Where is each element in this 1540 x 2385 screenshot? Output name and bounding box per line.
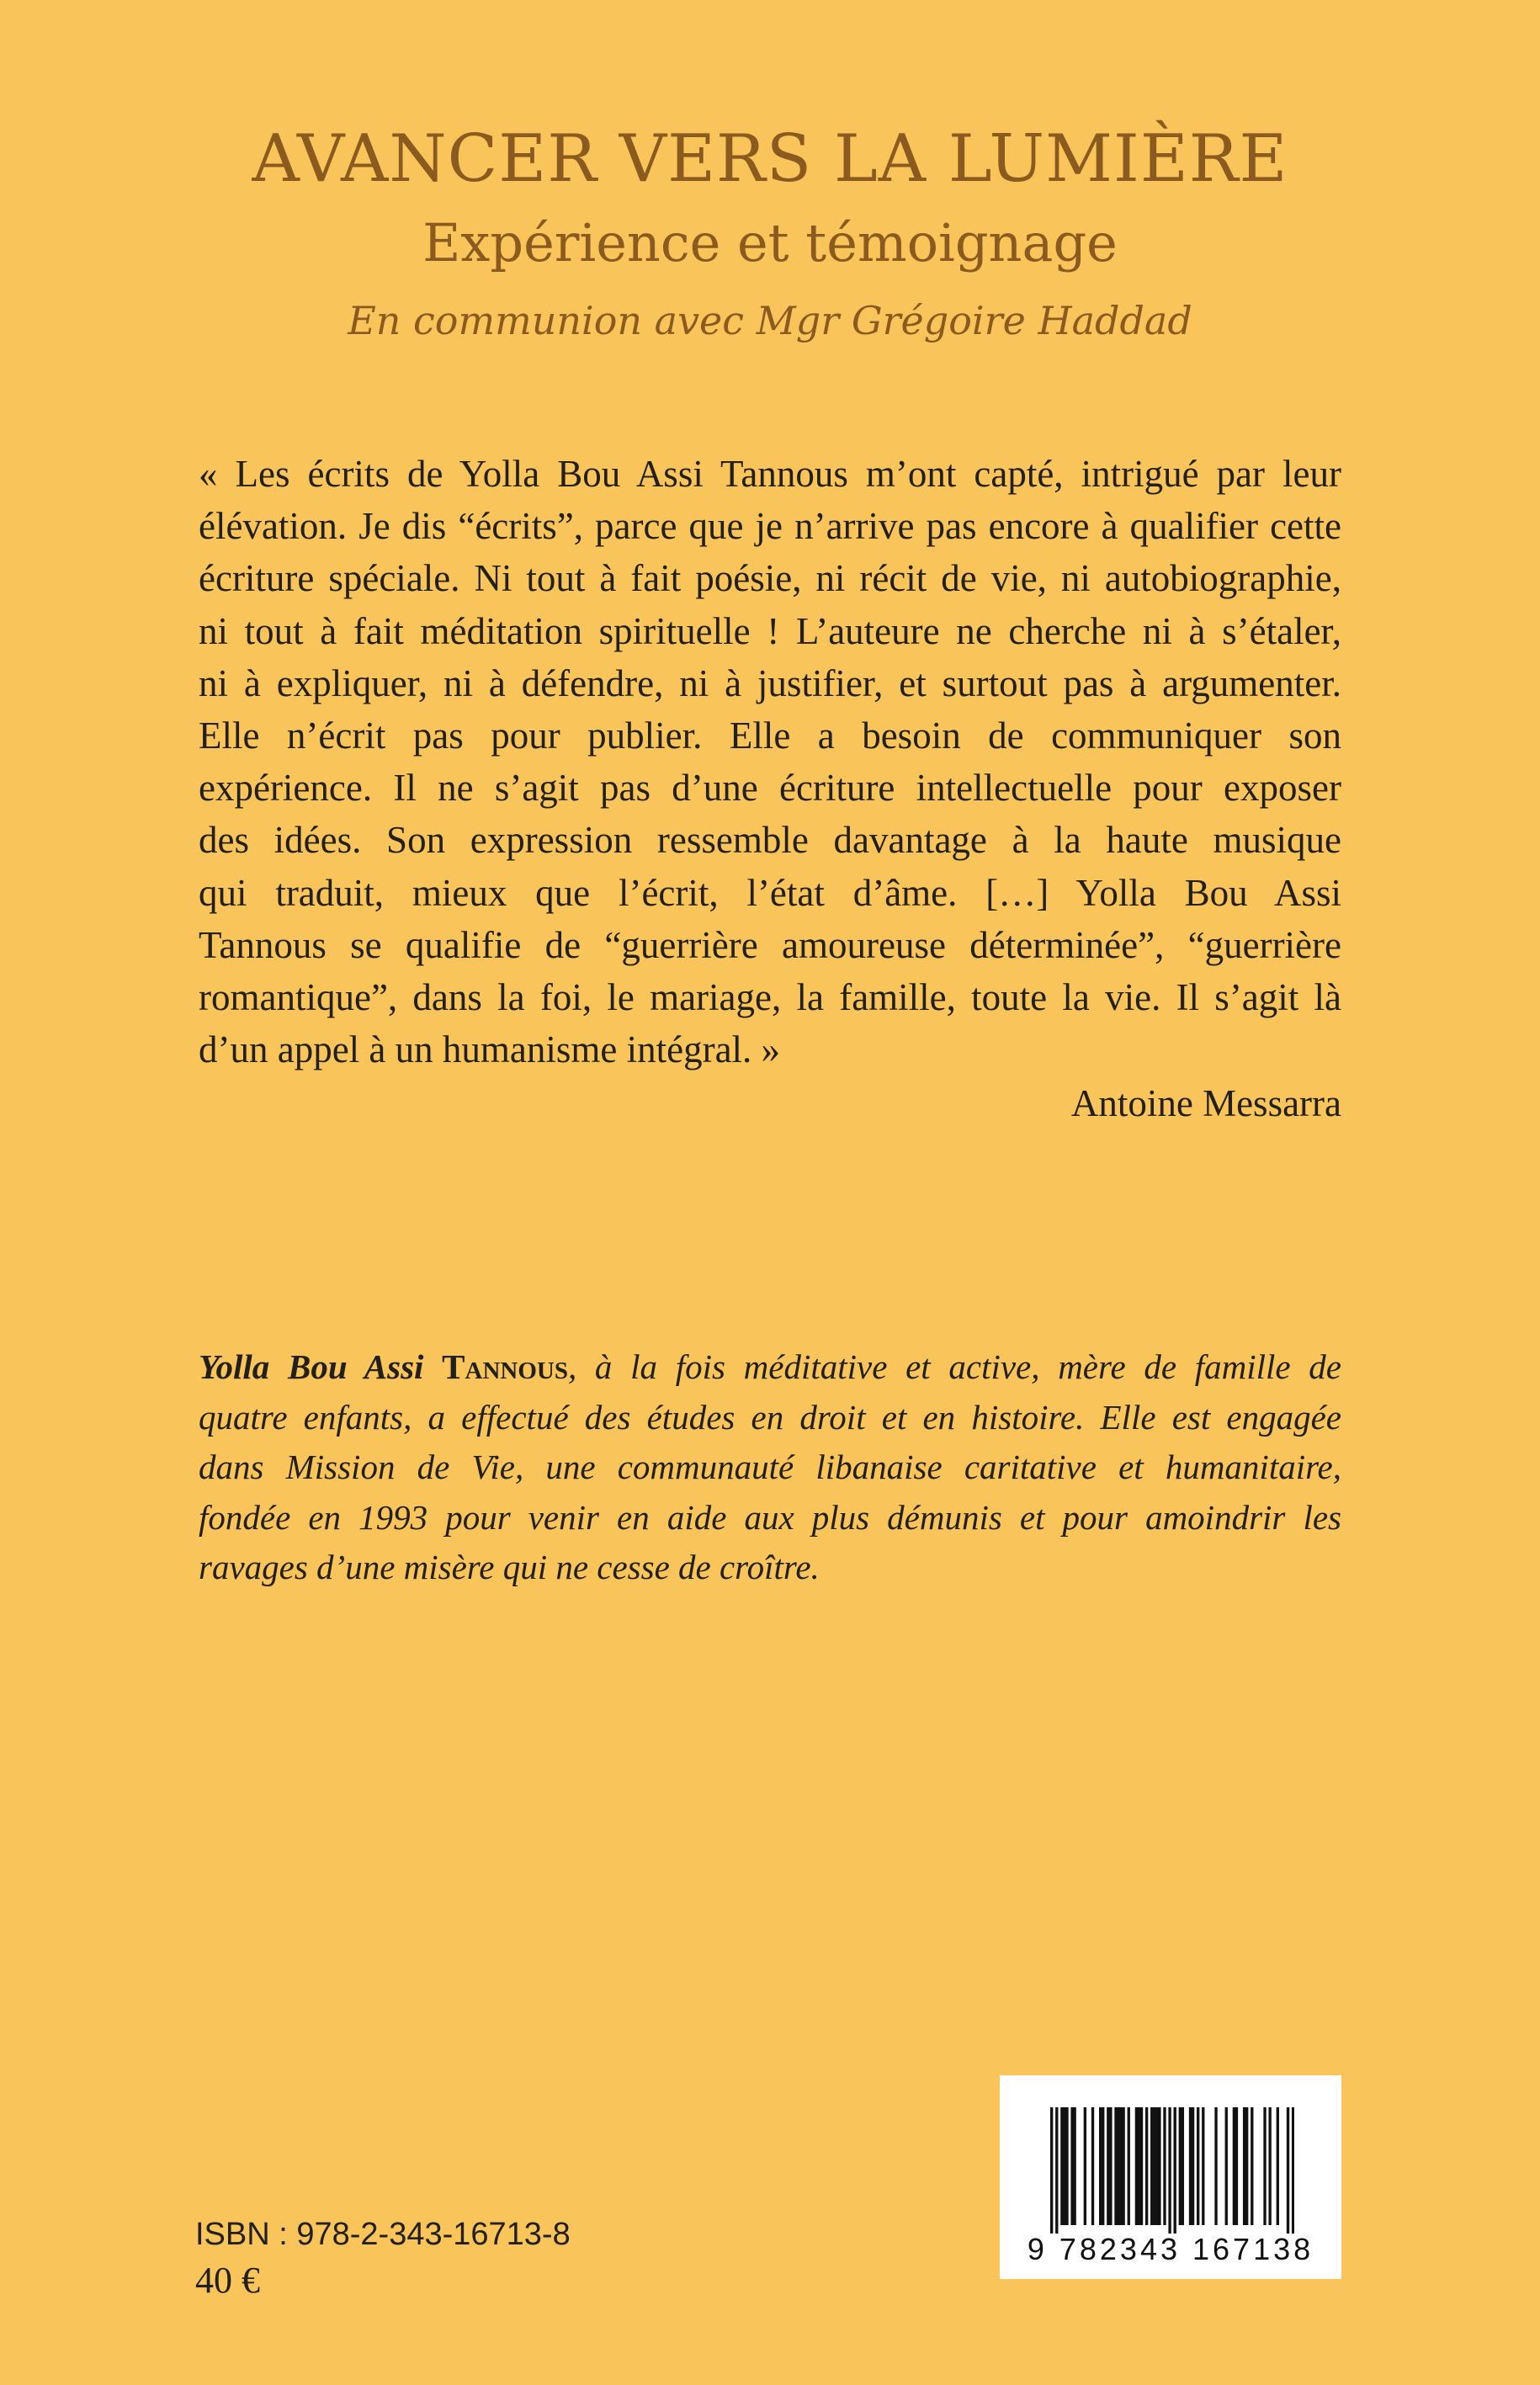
bio-line: fondée en 1993 pour venir en aide aux plus démunis et pour amoindrir les	[199, 1497, 1341, 1537]
barcode-bar	[1119, 2107, 1122, 2225]
bio-line: ravages d’une misère qui ne cesse de croître.	[199, 1548, 820, 1587]
book-dedication: En communion avec Mgr Grégoire Haddad	[348, 298, 1192, 343]
author-surname: Tannous	[442, 1347, 568, 1386]
quote-line: d’un appel à un humanisme intégral. »	[199, 1028, 781, 1071]
barcode-digits: 9 782343 167138	[1027, 2232, 1314, 2266]
barcode-icon	[1050, 2107, 1294, 2234]
barcode-bar	[1287, 2107, 1289, 2234]
barcode-bar	[1070, 2107, 1073, 2225]
quote-line: romantique”, dans la foi, le mariage, la famille, toute la vie. Il s’agit là	[199, 975, 1341, 1018]
barcode-bar	[1158, 2107, 1160, 2225]
quote-line: « Les écrits de Yolla Bou Assi Tannous m’ont capté, intrigué par leur	[199, 453, 1341, 495]
barcode-bar	[1060, 2107, 1063, 2225]
barcode-bar	[1150, 2107, 1153, 2225]
barcode-bar	[1163, 2107, 1166, 2225]
bio-line: quatre enfants, a effectué des études en droit et en histoire. Elle est engagée	[199, 1397, 1341, 1437]
barcode-bar	[1192, 2107, 1194, 2225]
barcode-bar	[1174, 2107, 1176, 2234]
isbn-label: ISBN : 978-2-343-16713-8	[195, 2217, 571, 2252]
barcode-bar	[1138, 2107, 1140, 2225]
barcode-bar	[1155, 2107, 1158, 2225]
barcode-bar	[1065, 2107, 1068, 2225]
quote-line: Tannous se qualifie de “guerrière amoureuse déterminée”, “guerrière	[199, 923, 1341, 966]
book-subtitle: Expérience et témoignage	[422, 212, 1118, 274]
barcode-bar	[1102, 2107, 1104, 2225]
quote-line: Elle n’écrit pas pour publier. Elle a besoin de communiquer son	[199, 714, 1341, 757]
barcode-bar	[1145, 2107, 1148, 2225]
author-biography	[199, 1342, 1341, 1593]
barcode-bar	[1084, 2107, 1086, 2225]
quote-line: ni à expliquer, ni à défendre, ni à justifier, et surtout pas à argumenter.	[199, 661, 1341, 704]
barcode-bar	[1182, 2107, 1184, 2225]
barcode-bar	[1099, 2107, 1102, 2225]
barcode-bar	[1243, 2107, 1245, 2225]
barcode-bar	[1251, 2107, 1253, 2225]
barcode-bar	[1063, 2107, 1065, 2225]
barcode-bar	[1202, 2107, 1204, 2225]
barcode-bar	[1140, 2107, 1143, 2225]
barcode-bar	[1268, 2107, 1271, 2225]
barcode-bar	[1153, 2107, 1155, 2225]
quote-line: ni tout à fait méditation spirituelle ! L’auteure ne cherche ni à s’étaler,	[199, 609, 1341, 652]
barcode-bar	[1189, 2107, 1192, 2225]
quote-line: qui traduit, mieux que l’écrit, l’état d’âme. […] Yolla Bou Assi	[199, 871, 1341, 914]
bio-line-text: , à la fois méditative et active, mère de famille de	[567, 1347, 1341, 1386]
barcode-bar	[1135, 2107, 1138, 2225]
barcode-bar	[1263, 2107, 1266, 2225]
bio-line	[199, 1342, 1341, 1393]
barcode-bar	[1107, 2107, 1109, 2225]
barcode-bar	[1091, 2107, 1094, 2225]
quote-line: expérience. Il ne s’agit pas d’une écriture intellectuelle pour exposer	[199, 767, 1341, 810]
barcode-panel	[1000, 2075, 1341, 2279]
blurb-quote	[199, 448, 1341, 1076]
barcode-bar	[1233, 2107, 1235, 2225]
barcode-bar	[1197, 2107, 1199, 2225]
barcode-bar	[1114, 2107, 1117, 2225]
barcode-bar	[1128, 2107, 1130, 2225]
barcode-bar	[1073, 2107, 1075, 2225]
price-label: 40 €	[195, 2260, 260, 2301]
quote-line: des idées. Son expression ressemble davantage à la haute musique	[199, 819, 1341, 862]
barcode-bar	[1225, 2107, 1228, 2225]
quote-line: élévation. Je dis “écrits”, parce que je n’arrive pas encore à qualifier cette	[199, 505, 1341, 548]
barcode-bar	[1122, 2107, 1124, 2225]
author-name: Yolla Bou Assi	[199, 1347, 424, 1386]
barcode-bar	[1109, 2107, 1112, 2225]
barcode-bar	[1214, 2107, 1217, 2225]
barcode-bar	[1245, 2107, 1248, 2225]
book-title: AVANCER VERS LA LUMIÈRE	[252, 121, 1288, 197]
bio-line: dans Mission de Vie, une communauté libanaise caritative et humanitaire,	[199, 1447, 1341, 1487]
barcode-bar	[1168, 2107, 1171, 2234]
barcode-bar	[1292, 2107, 1294, 2234]
barcode-bar	[1050, 2107, 1053, 2234]
barcode-bar	[1277, 2107, 1279, 2225]
quote-author: Antoine Messarra	[1070, 1082, 1341, 1124]
barcode-bar	[1055, 2107, 1058, 2234]
quote-line: écriture spéciale. Ni tout à fait poésie, ni récit de vie, ni autobiographie,	[199, 557, 1341, 600]
barcode-bar	[1235, 2107, 1238, 2225]
barcode-bar	[1117, 2107, 1119, 2225]
barcode-bar	[1179, 2107, 1182, 2225]
